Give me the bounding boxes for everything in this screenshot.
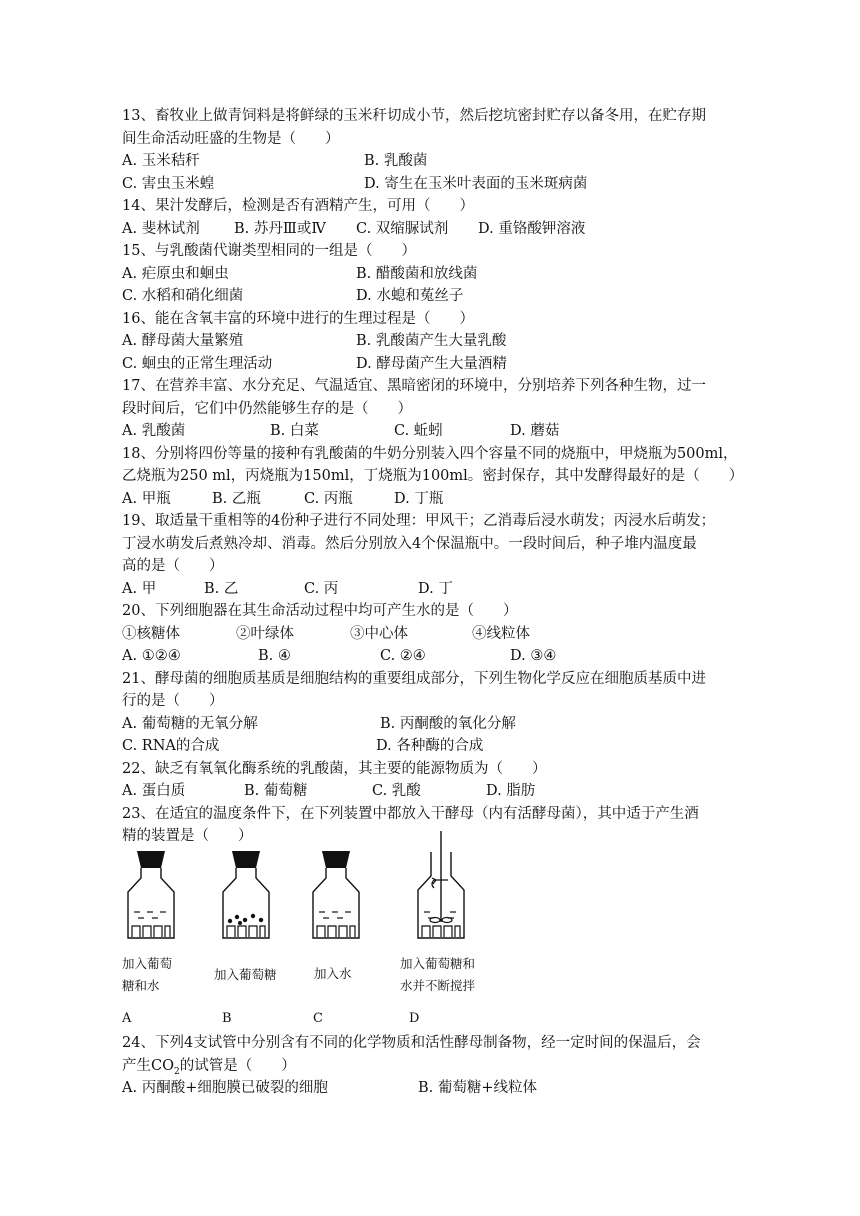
question-20-stem: 20、下列细胞器在其生命活动过程中均可产生水的是（ ） xyxy=(122,603,518,619)
question-18-stem-line-1: 18、分别将四份等量的接种有乳酸菌的牛奶分别装入四个容量不同的烧瓶中，甲烧瓶为500ml， xyxy=(122,446,738,462)
question-13-option-b: B. 乳酸菌 xyxy=(364,153,428,169)
question-14-option-b: B. 苏丹Ⅲ或Ⅳ xyxy=(234,221,326,237)
question-23-stem-line-2: 精的装置是（ ） xyxy=(122,828,253,844)
question-19-option-d: D. 丁 xyxy=(418,581,453,597)
question-14-stem: 14、果汁发酵后，检测是否有酒精产生，可用（ ） xyxy=(122,198,474,214)
question-20-item-2: ②叶绿体 xyxy=(236,626,294,642)
question-17-option-d: D. 蘑菇 xyxy=(510,423,560,439)
question-20-item-1: ①核糖体 xyxy=(122,626,180,642)
apparatus-d-caption-line-1: 加入葡萄糖和 xyxy=(400,956,476,971)
question-15-option-b: B. 醋酸菌和放线菌 xyxy=(356,266,478,282)
question-22-option-b: B. 葡萄糖 xyxy=(244,783,308,799)
question-15-option-a: A. 疟原虫和蛔虫 xyxy=(122,266,229,282)
question-21-option-d: D. 各种酶的合成 xyxy=(376,738,484,754)
question-20-item-4: ④线粒体 xyxy=(472,626,530,642)
question-24-option-a: A. 丙酮酸+细胞膜已破裂的细胞 xyxy=(122,1080,328,1096)
question-14-option-a: A. 斐林试剂 xyxy=(122,221,200,237)
question-24-stem-text-a: 产生CO xyxy=(122,1058,174,1074)
question-13-option-c: C. 害虫玉米蝗 xyxy=(122,176,215,192)
question-20-item-3: ③中心体 xyxy=(350,626,408,642)
question-19-stem-line-2: 丁浸水萌发后煮熟冷却、消毒。然后分别放入4个保温瓶中。一段时间后，种子堆内温度最 xyxy=(122,536,697,552)
question-17-option-a: A. 乳酸菌 xyxy=(122,423,186,439)
question-20-option-a: A. ①②④ xyxy=(122,648,181,664)
question-22-stem: 22、缺乏有氧氧化酶系统的乳酸菌，其主要的能源物质为（ ） xyxy=(122,761,547,777)
question-19-option-a: A. 甲 xyxy=(122,581,157,597)
question-18-option-a: A. 甲瓶 xyxy=(122,491,171,507)
question-18-option-c: C. 丙瓶 xyxy=(304,491,353,507)
question-22-option-c: C. 乳酸 xyxy=(372,783,421,799)
question-18-option-d: D. 丁瓶 xyxy=(394,491,444,507)
question-21-stem-line-2: 行的是（ ） xyxy=(122,693,224,709)
question-21-option-b: B. 丙酮酸的氧化分解 xyxy=(380,716,516,732)
question-18-stem-line-2: 乙烧瓶为250 ml，丙烧瓶为150ml，丁烧瓶为100ml。密封保存，其中发酵得最好的是（ ） xyxy=(122,468,744,484)
question-16-stem: 16、能在含氧丰富的环境中进行的生理过程是（ ） xyxy=(122,311,474,327)
question-24-subscript: 2 xyxy=(173,1066,180,1077)
question-17-option-c: C. 蚯蚓 xyxy=(394,423,443,439)
question-20-option-c: C. ②④ xyxy=(380,648,426,664)
question-14-option-c: C. 双缩脲试剂 xyxy=(356,221,449,237)
question-23-stem-line-1: 23、在适宜的温度条件下，在下列装置中都放入干酵母（内有活酵母菌），其中适于产生酒 xyxy=(122,806,699,822)
question-13-stem-line-2: 间生命活动旺盛的生物是（ ） xyxy=(122,131,340,147)
question-20-option-b: B. ④ xyxy=(258,648,291,664)
question-16-option-c: C. 蛔虫的正常生理活动 xyxy=(122,356,273,372)
question-24-stem-text-b: 的试管是（ ） xyxy=(179,1058,296,1074)
apparatus-d-caption-line-2: 水并不断搅拌 xyxy=(400,978,476,993)
question-15-stem: 15、与乳酸菌代谢类型相同的一组是（ ） xyxy=(122,243,416,259)
apparatus-label-c: C xyxy=(313,1011,323,1026)
question-19-stem-line-1: 19、取适量干重相等的4份种子进行不同处理：甲风干；乙消毒后浸水萌发；丙浸水后萌发； xyxy=(122,513,716,529)
question-21-stem-line-1: 21、酵母菌的细胞质基质是细胞结构的重要组成部分，下列生物化学反应在细胞质基质中进 xyxy=(122,671,706,687)
apparatus-a-caption-line-1: 加入葡萄 xyxy=(122,956,173,971)
apparatus-d-bottle-with-stirrer xyxy=(410,830,472,942)
question-22-option-a: A. 蛋白质 xyxy=(122,783,186,799)
question-16-option-d: D. 酵母菌产生大量酒精 xyxy=(356,356,507,372)
question-19-stem-line-3: 高的是（ ） xyxy=(122,558,224,574)
apparatus-c-caption: 加入水 xyxy=(314,966,352,981)
apparatus-a-caption-line-2: 糖和水 xyxy=(122,978,160,993)
question-14-option-d: D. 重铬酸钾溶液 xyxy=(478,221,586,237)
apparatus-a-stoppered-bottle-with-glucose-water xyxy=(120,850,182,942)
question-17-stem-line-1: 17、在营养丰富、水分充足、气温适宜、黑暗密闭的环境中，分别培养下列各种生物，过一 xyxy=(122,378,706,394)
question-21-option-c: C. RNA的合成 xyxy=(122,738,220,754)
question-16-option-b: B. 乳酸菌产生大量乳酸 xyxy=(356,333,507,349)
apparatus-label-a: A xyxy=(122,1011,132,1026)
question-19-option-c: C. 丙 xyxy=(304,581,339,597)
apparatus-b-caption: 加入葡萄糖 xyxy=(214,967,277,982)
apparatus-label-d: D xyxy=(409,1011,420,1026)
question-20-option-d: D. ③④ xyxy=(510,648,557,664)
question-16-option-a: A. 酵母菌大量繁殖 xyxy=(122,333,244,349)
question-13-option-d: D. 寄生在玉米叶表面的玉米斑病菌 xyxy=(364,176,588,192)
question-21-option-a: A. 葡萄糖的无氧分解 xyxy=(122,716,258,732)
apparatus-b-stoppered-bottle-with-glucose xyxy=(215,850,277,942)
question-24-stem-line-1: 24、下列4支试管中分别含有不同的化学物质和活性酵母制备物，经一定时间的保温后，会 xyxy=(122,1035,701,1051)
question-24-option-b: B. 葡萄糖+线粒体 xyxy=(418,1080,538,1096)
question-17-stem-line-2: 段时间后，它们中仍然能够生存的是（ ） xyxy=(122,401,412,417)
question-13-option-a: A. 玉米秸秆 xyxy=(122,153,200,169)
apparatus-c-stoppered-bottle-with-water xyxy=(305,850,367,942)
question-15-option-d: D. 水螅和菟丝子 xyxy=(356,288,464,304)
question-13-stem-line-1: 13、畜牧业上做青饲料是将鲜绿的玉米秆切成小节，然后挖坑密封贮存以备冬用，在贮存期 xyxy=(122,108,706,124)
question-22-option-d: D. 脂肪 xyxy=(486,783,536,799)
question-15-option-c: C. 水稻和硝化细菌 xyxy=(122,288,244,304)
question-19-option-b: B. 乙 xyxy=(204,581,239,597)
question-17-option-b: B. 白菜 xyxy=(270,423,319,439)
apparatus-label-b: B xyxy=(222,1011,232,1026)
question-18-option-b: B. 乙瓶 xyxy=(212,491,261,507)
